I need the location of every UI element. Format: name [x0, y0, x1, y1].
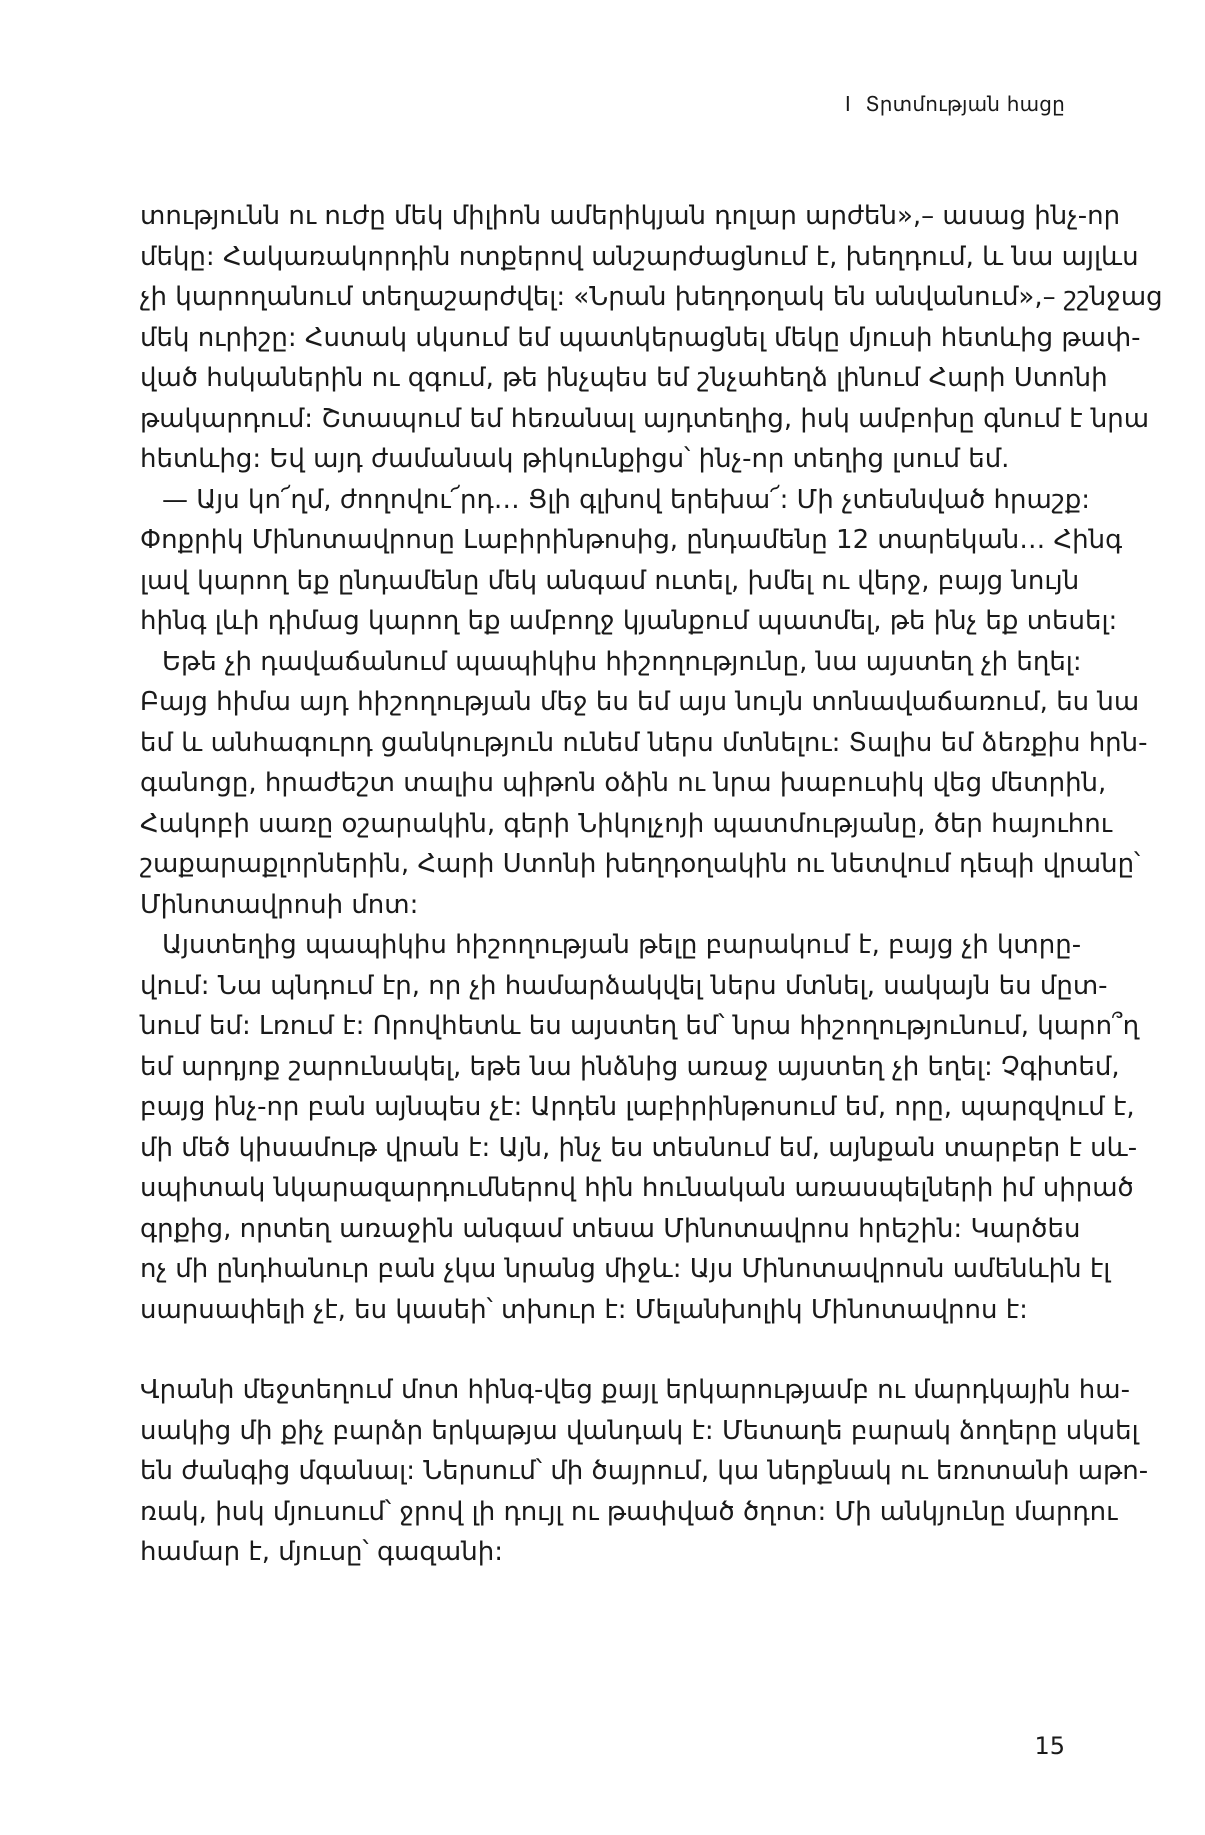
- running-header-marker: I: [844, 92, 851, 116]
- text-line: Հակոբի սառը օշարակին, գերի Նիկոլչոյի պատմությանը, ծեր հայուհու: [140, 808, 1113, 839]
- text-line: վում: Նա պնդում էր, որ չի համարձակվել ներս մտնել, սակայն ես մըտ-: [140, 970, 1108, 1001]
- paragraph: [140, 925, 1140, 1330]
- text-line: մեկ ուրիշը: Հստակ սկսում եմ պատկերացնել մեկը մյուսի հետևից թափ-: [140, 322, 1141, 353]
- paragraph: [140, 642, 1148, 926]
- text-line: Փոքրիկ Մինոտավրոսը Լաբիրինթոսից, ընդամենը 12 տարեկան… Հինգ: [140, 525, 1123, 555]
- text-line: չի կարողանում տեղաշարժվել: «Նրան խեղդօղակ են անվանում»,– շշնջաց: [140, 282, 1163, 312]
- text-line: Մինոտավրոսի մոտ:: [140, 889, 419, 920]
- text-line: հինգ լևի դիմաց կարող եք ամբողջ կյանքում պատմել, թե ինչ եք տեսել:: [140, 606, 1118, 636]
- paragraph-gap: [140, 1330, 1066, 1370]
- text-line: գրքից, որտեղ առաջին անգամ տեսա Մինոտավրոս հրեշին: Կարծես: [140, 1213, 1081, 1244]
- paragraph: [140, 196, 1163, 480]
- text-line: Վրանի մեջտեղում մոտ հինգ-վեց քայլ երկարությամբ ու մարդկային հա-: [140, 1375, 1130, 1405]
- text-line: սարսափելի չէ, ես կասեի՝ տխուր է: Մելանխոլիկ Մինոտավրոս է:: [140, 1294, 1028, 1325]
- text-line: Այստեղից պապիկիս հիշողության թելը բարակում է, բայց չի կտրը-: [162, 930, 1082, 960]
- text-line: եմ և անհագուրդ ցանկություն ունեմ ներս մտնելու: Տալիս եմ ձեռքիս հրն-: [140, 727, 1148, 758]
- text-line: ոչ մի ընդհանուր բան չկա նրանց միջև: Այս Մինոտավրոսն ամենևին էլ: [140, 1254, 1111, 1284]
- paragraph: [140, 480, 1123, 642]
- text-line: սպիտակ նկարազարդումներով հին հունական առասպելների իմ սիրած: [140, 1173, 1134, 1203]
- text-line: մեկը: Հակառակորդին ոտքերով անշարժացնում է, խեղդում, և նա այլևս: [140, 241, 1139, 272]
- text-line: նում եմ: Լռում է: Որովհետև ես այստեղ եմ՝ նրա հիշողությունում, կարո՞ղ: [140, 1011, 1140, 1041]
- text-line: — Այս կո՜ղմ, ժողովու՜րդ… Ցլի գլխով երեխա՜: Մի չտեսնված հրաշք:: [162, 484, 1091, 515]
- text-line: թակարդում: Շտապում եմ հեռանալ այդտեղից, իսկ ամբոխը գնում է նրա: [140, 403, 1150, 434]
- text-line: մի մեծ կիսամութ վրան է: Այն, ինչ ես տեսնում եմ, այնքան տարբեր է սև-: [140, 1132, 1138, 1163]
- text-line: ված հսկաներին ու զգում, թե ինչպես եմ շնչահեղձ լինում Հարի Ստոնի: [140, 363, 1108, 393]
- text-line: տությունն ու ուժը մեկ միլիոն ամերիկյան դոլար արժեն»,– ասաց ինչ-որ: [140, 201, 1121, 231]
- text-line: Եթե չի դավաճանում պապիկիս հիշողությունը, նա այստեղ չի եղել:: [162, 646, 1082, 677]
- running-header: [845, 92, 1065, 116]
- paragraph: [140, 1370, 1149, 1573]
- running-header-title: Տրտմության հացը: [865, 92, 1065, 116]
- text-line: սակից մի քիչ բարձր երկաթյա վանդակ է: Մետաղե բարակ ձողերը սկսել: [140, 1415, 1139, 1446]
- text-line: ռակ, իսկ մյուսում՝ ջրով լի դույլ ու թափված ծղոտ: Մի անկյունը մարդու: [140, 1496, 1118, 1527]
- text-line: եմ արդյոք շարունակել, եթե նա ինձնից առաջ այստեղ չի եղել: Չգիտեմ,: [140, 1051, 1120, 1082]
- text-line: բայց ինչ-որ բան այնպես չէ: Արդեն լաբիրինթոսում եմ, որը, պարզվում է,: [140, 1092, 1135, 1122]
- text-line: հետևից: Եվ այդ ժամանակ թիկունքիցս՝ ինչ-որ տեղից լսում եմ.: [140, 444, 1010, 474]
- text-line: շաքարաքլորներին, Հարի Ստոնի խեղդօղակին ու նետվում դեպի վրանը՝: [140, 849, 1141, 879]
- text-line: Բայց հիմա այդ հիշողության մեջ ես եմ այս նույն տոնավաճառում, ես նա: [140, 687, 1140, 717]
- text-line: գանոցը, հրաժեշտ տալիս պիթոն օձին ու նրա խաբուսիկ վեց մետրին,: [140, 768, 1107, 798]
- text-line: են ժանգից մգանալ: Ներսում՝ մի ծայրում, կա ներքնակ ու եռոտանի աթո-: [140, 1456, 1149, 1486]
- page-number: 15: [1034, 1732, 1065, 1760]
- body-text: [140, 196, 1163, 1573]
- text-line: լավ կարող եք ընդամենը մեկ անգամ ուտել, խմել ու վերջ, բայց նույն: [140, 565, 1080, 596]
- text-line: համար է, մյուսը՝ գազանի:: [140, 1537, 503, 1567]
